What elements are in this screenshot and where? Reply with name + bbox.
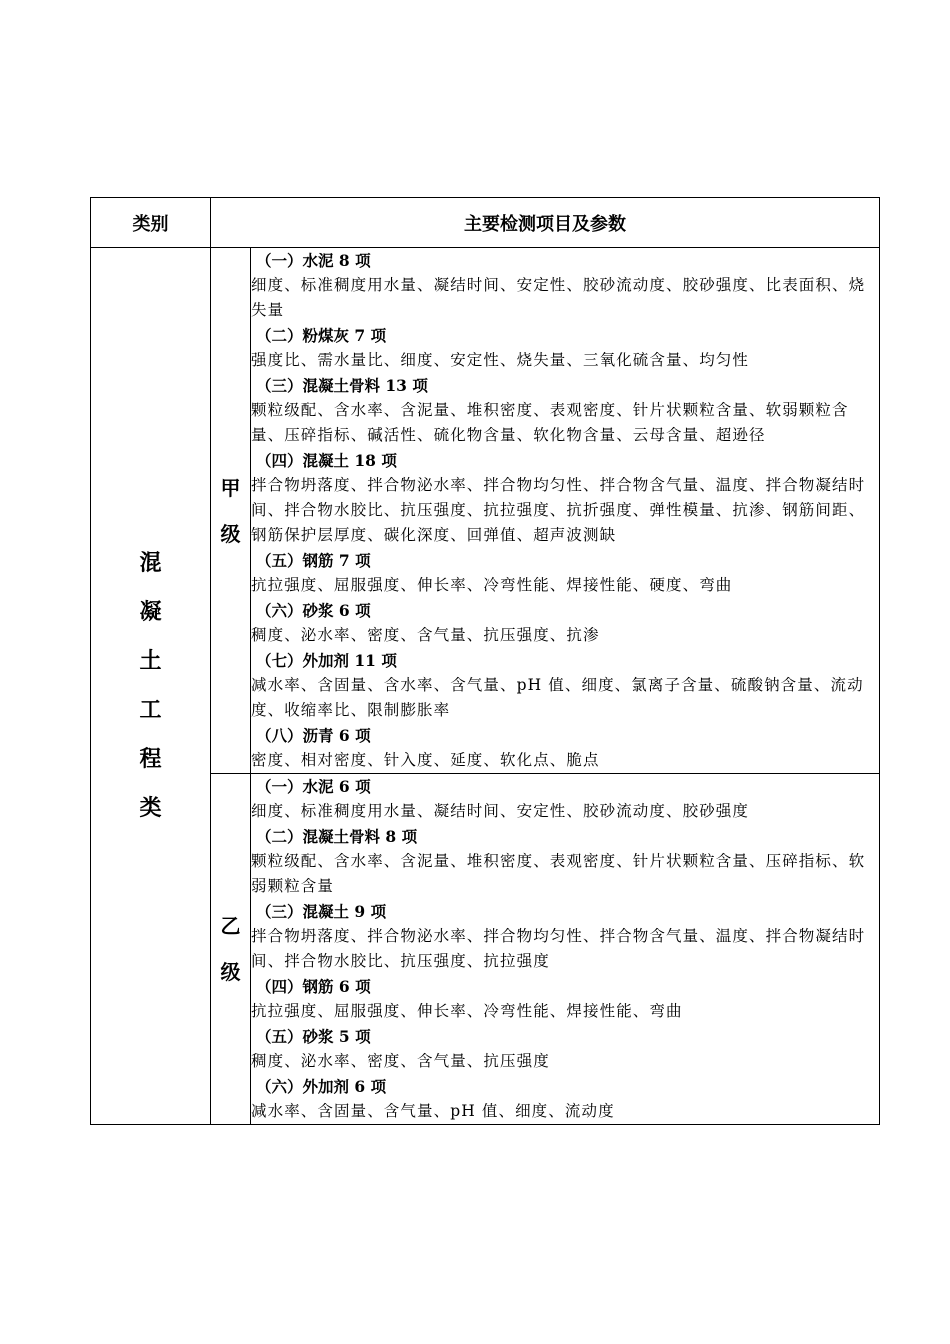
- group-title: （一）水泥 8 项: [256, 251, 371, 270]
- group-title: （六）外加剂 6 项: [256, 1077, 387, 1096]
- category-char: 混: [139, 550, 162, 576]
- group-item: [251, 598, 879, 648]
- group-title: （五）砂浆 5 项: [256, 1027, 371, 1046]
- group-params: 抗拉强度、屈服强度、伸长率、冷弯性能、焊接性能、弯曲: [251, 1002, 683, 1020]
- group-item: [251, 723, 879, 773]
- group-item: [251, 248, 879, 323]
- group-params: 拌合物坍落度、拌合物泌水率、拌合物均匀性、拌合物含气量、温度、拌合物凝结时间、拌合物水胶比、抗压强度、抗拉强度、抗折强度、弹性模量、抗渗、钢筋间距、钢筋保护层厚度、碳化深度、回弹值、超声波测缺: [251, 476, 866, 544]
- group-item: [251, 548, 879, 598]
- group-title: （六）砂浆 6 项: [256, 601, 371, 620]
- group-title: （五）钢筋 7 项: [256, 551, 371, 570]
- group-params: 颗粒级配、含水率、含泥量、堆积密度、表观密度、针片状颗粒含量、压碎指标、软弱颗粒含量: [251, 852, 866, 895]
- group-params: 细度、标准稠度用水量、凝结时间、安定性、胶砂流动度、胶砂强度: [251, 802, 750, 820]
- group-title: （四）钢筋 6 项: [256, 977, 371, 996]
- grade-char: 乙: [220, 914, 241, 938]
- category-char: 工: [139, 697, 162, 723]
- group-item: [251, 648, 879, 723]
- group-title: （四）混凝土 18 项: [256, 451, 397, 470]
- group-title: （二）混凝土骨料 8 项: [256, 827, 418, 846]
- group-title: （八）沥青 6 项: [256, 726, 371, 745]
- group-item: [251, 824, 879, 899]
- category-char: 土: [139, 648, 162, 674]
- group-params: 密度、相对密度、针入度、延度、软化点、脆点: [251, 751, 600, 769]
- group-params: 稠度、泌水率、密度、含气量、抗压强度、抗渗: [251, 626, 600, 644]
- category-char: 程: [139, 746, 162, 772]
- group-item: [251, 974, 879, 1024]
- group-item: [251, 323, 879, 373]
- grade-b-label: [211, 903, 250, 995]
- category-cell: [91, 248, 211, 1125]
- group-item: [251, 1074, 879, 1124]
- header-category: 类别: [91, 198, 211, 248]
- group-item: [251, 1024, 879, 1074]
- group-item: [251, 373, 879, 448]
- grade-b-cell: [211, 774, 251, 1125]
- group-params: 颗粒级配、含水率、含泥量、堆积密度、表观密度、针片状颗粒含量、软弱颗粒含量、压碎指标、碱活性、硫化物含量、软化物含量、云母含量、超逊径: [251, 401, 849, 444]
- grade-char: 级: [220, 521, 241, 546]
- grade-a-cell: [211, 248, 251, 774]
- category-label: [91, 539, 210, 833]
- grade-a-label: [211, 465, 250, 557]
- category-char: 凝: [139, 599, 162, 625]
- grade-b-content: [251, 774, 880, 1125]
- group-params: 细度、标准稠度用水量、凝结时间、安定性、胶砂流动度、胶砂强度、比表面积、烧失量: [251, 276, 866, 319]
- group-params: 稠度、泌水率、密度、含气量、抗压强度: [251, 1052, 550, 1070]
- testing-parameters-table: [90, 197, 880, 1125]
- group-item: [251, 448, 879, 548]
- grade-a-content: [251, 248, 880, 774]
- group-params: 减水率、含固量、含水率、含气量、pH 值、细度、氯离子含量、硫酸钠含量、流动度、收缩率比、限制膨胀率: [251, 676, 864, 719]
- group-title: （三）混凝土骨料 13 项: [256, 376, 428, 395]
- header-row: [91, 198, 880, 248]
- group-params: 拌合物坍落度、拌合物泌水率、拌合物均匀性、拌合物含气量、温度、拌合物凝结时间、拌合物水胶比、抗压强度、抗拉强度: [251, 927, 866, 970]
- grade-char: 级: [220, 960, 241, 984]
- group-title: （一）水泥 6 项: [256, 777, 371, 796]
- group-params: 强度比、需水量比、细度、安定性、烧失量、三氧化硫含量、均匀性: [251, 351, 750, 369]
- category-char: 类: [139, 795, 162, 821]
- grade-char: 甲: [220, 475, 241, 500]
- group-title: （二）粉煤灰 7 项: [256, 326, 387, 345]
- group-item: [251, 774, 879, 824]
- group-params: 减水率、含固量、含气量、pH 值、细度、流动度: [251, 1102, 615, 1120]
- group-item: [251, 899, 879, 974]
- grade-a-row: [91, 248, 880, 774]
- header-items: 主要检测项目及参数: [211, 198, 880, 248]
- group-title: （三）混凝土 9 项: [256, 902, 387, 921]
- group-params: 抗拉强度、屈服强度、伸长率、冷弯性能、焊接性能、硬度、弯曲: [251, 576, 733, 594]
- group-title: （七）外加剂 11 项: [256, 651, 397, 670]
